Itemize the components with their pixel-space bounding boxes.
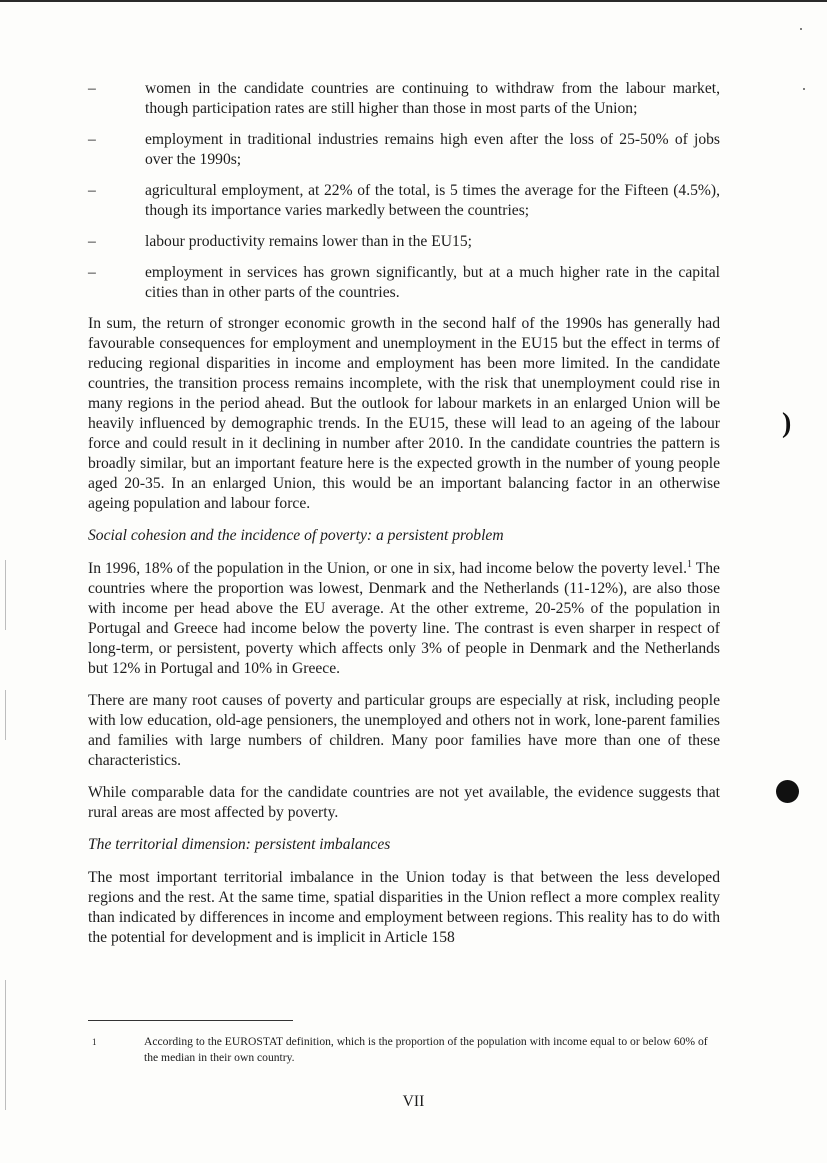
scan-margin-line <box>5 690 6 740</box>
scan-speck <box>803 88 805 90</box>
territorial-paragraph: The most important territorial imbalance in the Union today is that between the less developed regions and the rest. At the same time, spatial disparities in the Union reflect a more complex reality than indicated by differences in income and employment between regions. This reality has to do with the potential for development and is implicit in Article 158 <box>88 869 720 946</box>
candidate-countries-paragraph: While comparable data for the candidate countries are not yet available, the evidence suggests that rural areas are most affected by poverty. <box>88 784 720 821</box>
footnote <box>88 1034 720 1066</box>
bullet-item <box>88 232 720 252</box>
footnote-text: According to the EUROSTAT definition, which is the proportion of the population with income equal to or below 60% of the median in their own country. <box>144 1035 708 1064</box>
bullet-dash: – <box>88 264 96 281</box>
scan-artifact-paren: ) <box>782 408 792 439</box>
bullet-item <box>88 263 720 303</box>
poverty-paragraph <box>88 559 720 679</box>
summary-paragraph: In sum, the return of stronger economic growth in the second half of the 1990s has generally had favourable consequences for employment and unemployment in the EU15 but the effect in terms of reducing regional disparities in income and employment has been more limited. In the candidate countries, the transition process remains incomplete, with the risk that unemployment could rise in many regions in the period ahead. But the outlook for labour markets in an enlarged Union will be heavily influenced by demographic trends. In the EU15, these will lead to an ageing of the labour force and could result in it declining in number after 2010. In the candidate countries the pattern is broadly similar, but an important feature here is the expected growth in the number of young people aged 20-35. In an enlarged Union, this would be an important balancing factor in an otherwise ageing population and labour force. <box>88 315 720 512</box>
punch-hole-dot <box>776 780 799 803</box>
bullet-dash: – <box>88 182 96 199</box>
section-heading-territorial: The territorial dimension: persistent imbalances <box>88 836 391 853</box>
bullet-dash: – <box>88 80 96 97</box>
bullet-text: employment in services has grown significantly, but at a much higher rate in the capital cities than in other parts of the countries. <box>145 264 720 301</box>
bullet-text: women in the candidate countries are continuing to withdraw from the labour market, though participation rates are still higher than those in most parts of the Union; <box>145 80 720 117</box>
footnote-mark: 1 <box>92 1037 97 1047</box>
page-body <box>88 79 720 960</box>
section-heading-social: Social cohesion and the incidence of poverty: a persistent problem <box>88 527 504 544</box>
scan-margin-line <box>5 980 6 1110</box>
bullet-text: agricultural employment, at 22% of the total, is 5 times the average for the Fifteen (4.5%), though its importance varies markedly between the countries; <box>145 182 720 219</box>
footnote-divider <box>88 1020 293 1021</box>
bullet-dash: – <box>88 131 96 148</box>
bullet-text: employment in traditional industries remains high even after the loss of 25-50% of jobs over the 1990s; <box>145 131 720 168</box>
poverty-text-end: The countries where the proportion was lowest, Denmark and the Netherlands (11-12%), are also those with income per head above the EU average. At the other extreme, 20-25% of the population in Portugal and Greece had income below the poverty line. The contrast is even sharper in respect of long-term, or persistent, poverty which affects only 3% of people in Denmark and the Netherlands but 12% in Portugal and 10% in Greece. <box>88 560 720 677</box>
bullet-text: labour productivity remains lower than in the EU15; <box>145 233 472 250</box>
poverty-text-start: In 1996, 18% of the population in the Union, or one in six, had income below the poverty level. <box>88 560 687 577</box>
bullet-item <box>88 130 720 170</box>
scan-speck <box>800 28 802 30</box>
bullet-dash: – <box>88 233 96 250</box>
scan-margin-line <box>5 560 6 630</box>
root-causes-paragraph: There are many root causes of poverty and particular groups are especially at risk, including people with low education, old-age pensioners, the unemployed and others not in work, lone-parent families and families with large numbers of children. Many poor families have more than one of these characteristics. <box>88 692 720 769</box>
bullet-list <box>88 79 720 303</box>
bullet-item <box>88 181 720 221</box>
bullet-item <box>88 79 720 119</box>
footnote-ref: 1 <box>687 558 692 570</box>
top-border-rule <box>0 0 827 2</box>
page-number: VII <box>402 1093 425 1110</box>
